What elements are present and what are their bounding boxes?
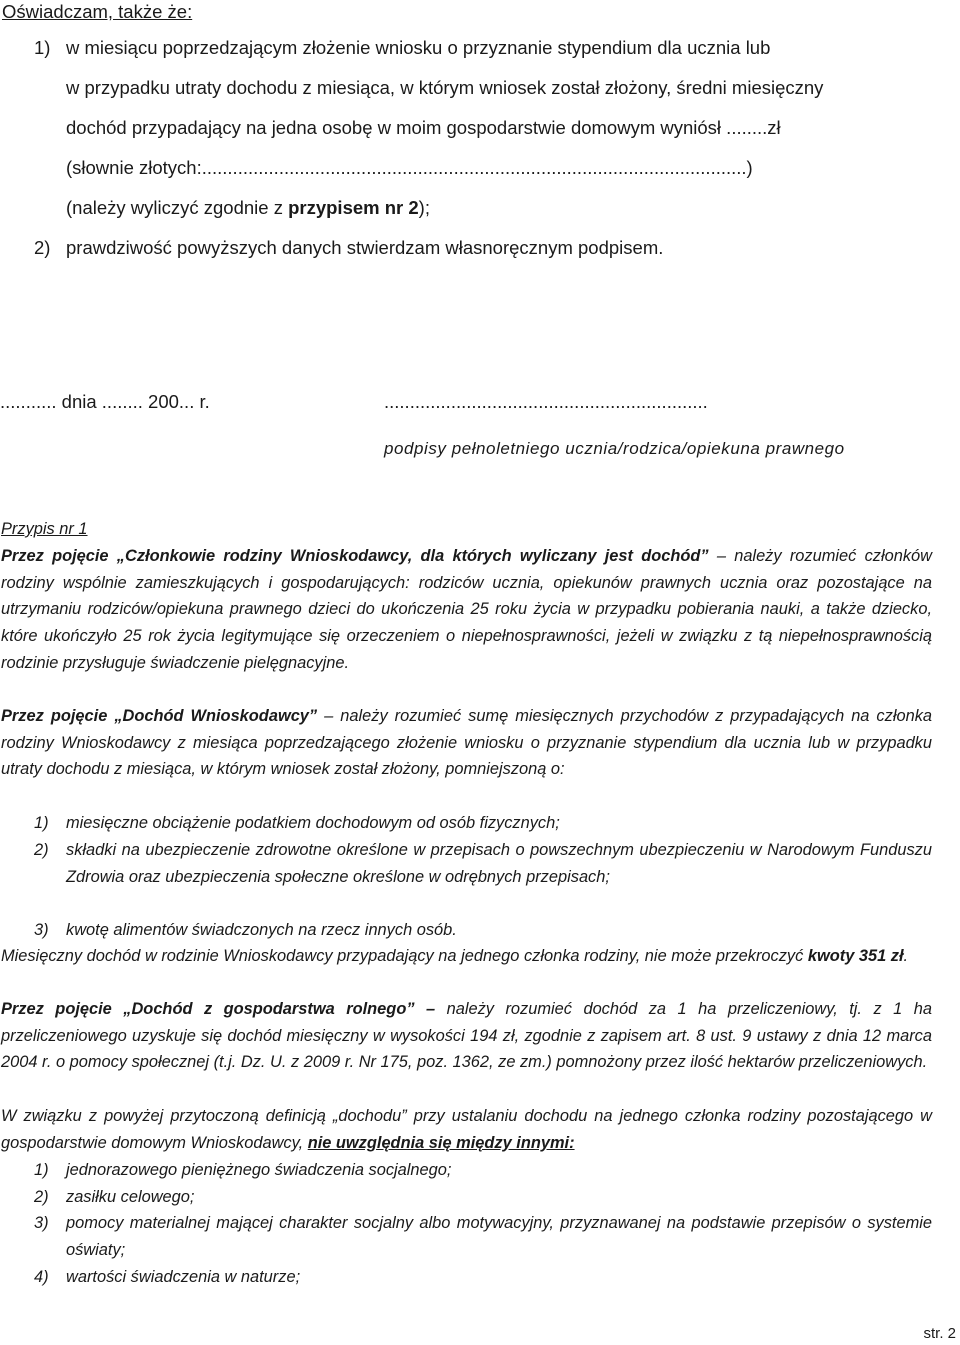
item-number: 2) xyxy=(34,841,49,859)
item-number: 2) xyxy=(34,1188,49,1206)
deduction-item xyxy=(34,917,932,944)
definition-family: – należy rozumieć członków rodziny wspólnie zamieszkujących i gospodarujących: rodziców ucznia, opiekunów prawnych ucznia oraz pozostające na utrzymaniu rodziców/opiekuna prawnego dzieci do ukończenia 25 roku życia w przypadku pobierania nauki, a także dziecko, które ukończyło 25 rok życia legitymujące się orzeczeniem o niepełnosprawności, jeżeli w związku z tą niepełnosprawnością rodzinie przysługuje świadczenie pielęgnacyjne. xyxy=(1,547,932,672)
definition-farm-income: należy rozumieć dochód za 1 ha przeliczeniowy, tj. z 1 ha przeliczeniowego uzyskuje się dochód miesięczny w wysokości 194 zł, zgodnie z zapisem art. 8 ust. 9 ustawy z dnia 12 marca 2004 r. o pomocy społecznej (t.j. Dz. U. z 2009 r. Nr 175, poz. 1362, ze zm.) pomnożony przez ilość hektarów przeliczeniowych. xyxy=(1,1000,932,1072)
exclusion-item xyxy=(34,1157,932,1184)
item-text: jednorazowego pieniężnego świadczenia socjalnego; xyxy=(66,1161,452,1179)
term-income: Przez pojęcie „Dochód Wnioskodawcy” xyxy=(1,707,318,725)
item-number: 1) xyxy=(34,1161,49,1179)
item-line: w przypadku utraty dochodu z miesiąca, w którym wniosek został złożony, średni miesięczny xyxy=(66,77,824,98)
footnote-paragraph-4 xyxy=(1,996,932,1076)
deduction-item xyxy=(34,810,932,837)
footnote-paragraph-3 xyxy=(1,943,932,970)
declaration-item-1 xyxy=(34,28,932,228)
exclusion-item xyxy=(34,1184,932,1211)
exclusion-item xyxy=(34,1264,932,1291)
definition-income: – należy rozumieć sumę miesięcznych przychodów z przypadających na członka rodziny Wnioskodawcy z miesiąca poprzedzającego złożenie wniosku o przyznanie stypendium dla ucznia lub w przypadku utraty dochodu z miesiąca, w którym wniosek został złożony, pomniejszoną o: xyxy=(1,707,933,779)
exclusions-emphasis: nie uwzględnia się między innymi: xyxy=(307,1133,575,1152)
item-line: w miesiącu poprzedzającym złożenie wniosku o przyznanie stypendium dla ucznia lub xyxy=(66,37,771,58)
item-text: pomocy materialnej mającej charakter socjalny albo motywacyjny, przyznawanej na podstawie przepisów o systemie oświaty; xyxy=(66,1214,932,1259)
item-line xyxy=(66,188,932,228)
signature-date-line: ........... dnia ........ 200... r. xyxy=(0,391,210,412)
item-text: wartości świadczenia w naturze; xyxy=(66,1268,301,1286)
footnote-title-text: Przypis nr 1 xyxy=(1,520,88,538)
item-number: 3) xyxy=(34,1214,49,1232)
footnote-reference: przypisem nr 2 xyxy=(288,197,419,218)
income-limit-end: . xyxy=(903,947,909,965)
footnote-paragraph-2 xyxy=(1,703,932,783)
declaration-heading: Oświadczam, także że: xyxy=(2,1,193,22)
footnote-paragraph-5 xyxy=(1,1103,932,1156)
signature-dots: ............................................................... xyxy=(384,391,708,412)
item-number: 1) xyxy=(34,814,49,832)
item-number: 4) xyxy=(34,1268,49,1286)
item-line: dochód przypadający na jedna osobę w moim gospodarstwie domowym wyniósł ........zł xyxy=(66,117,781,138)
page-number: str. 2 xyxy=(923,1325,956,1342)
term-farm-income: Przez pojęcie „Dochód z gospodarstwa rolnego” – xyxy=(1,1000,436,1018)
item-text: kwotę alimentów świadczonych na rzecz innych osób. xyxy=(66,921,457,939)
item-text: prawdziwość powyższych danych stwierdzam własnoręcznym podpisem. xyxy=(66,237,664,258)
deduction-item xyxy=(34,837,932,890)
exclusion-item xyxy=(34,1210,932,1263)
item-number: 3) xyxy=(34,921,49,939)
item-text: miesięczne obciążenie podatkiem dochodowym od osób fizycznych; xyxy=(66,814,560,832)
term-family: Przez pojęcie „Członkowie rodziny Wnioskodawcy, dla których wyliczany jest dochód” xyxy=(1,547,709,565)
declaration-item-2 xyxy=(34,228,932,268)
item-line: (słownie złotych:..........................................................................................................) xyxy=(66,157,753,178)
income-limit-text: Miesięczny dochód w rodzinie Wnioskodawcy przypadający na jednego członka rodziny, nie może przekroczyć xyxy=(1,947,808,965)
item-number: 2) xyxy=(34,237,51,258)
exclusions-intro: W związku z powyżej przytoczoną definicją „dochodu” przy ustalaniu dochodu na jednego członka rodziny pozostającego w gospodarstwie domowym Wnioskodawcy, xyxy=(1,1107,932,1152)
footnote-title xyxy=(1,516,932,543)
footnote-paragraph-1 xyxy=(1,543,932,677)
item-text: zasiłku celowego; xyxy=(66,1188,195,1206)
calc-note-end: ); xyxy=(418,197,430,218)
item-number: 1) xyxy=(34,37,51,58)
income-limit-amount: kwoty 351 zł xyxy=(807,947,904,965)
item-text: składki na ubezpieczenie zdrowotne określone w przepisach o powszechnym ubezpieczeniu w Narodowym Funduszu Zdrowia oraz ubezpieczenia społeczne określone w odrębnych przepisach; xyxy=(66,841,932,886)
calc-note: (należy wyliczyć zgodnie z xyxy=(66,197,289,218)
signature-caption: podpisy pełnoletniego ucznia/rodzica/opiekuna prawnego xyxy=(384,439,845,458)
